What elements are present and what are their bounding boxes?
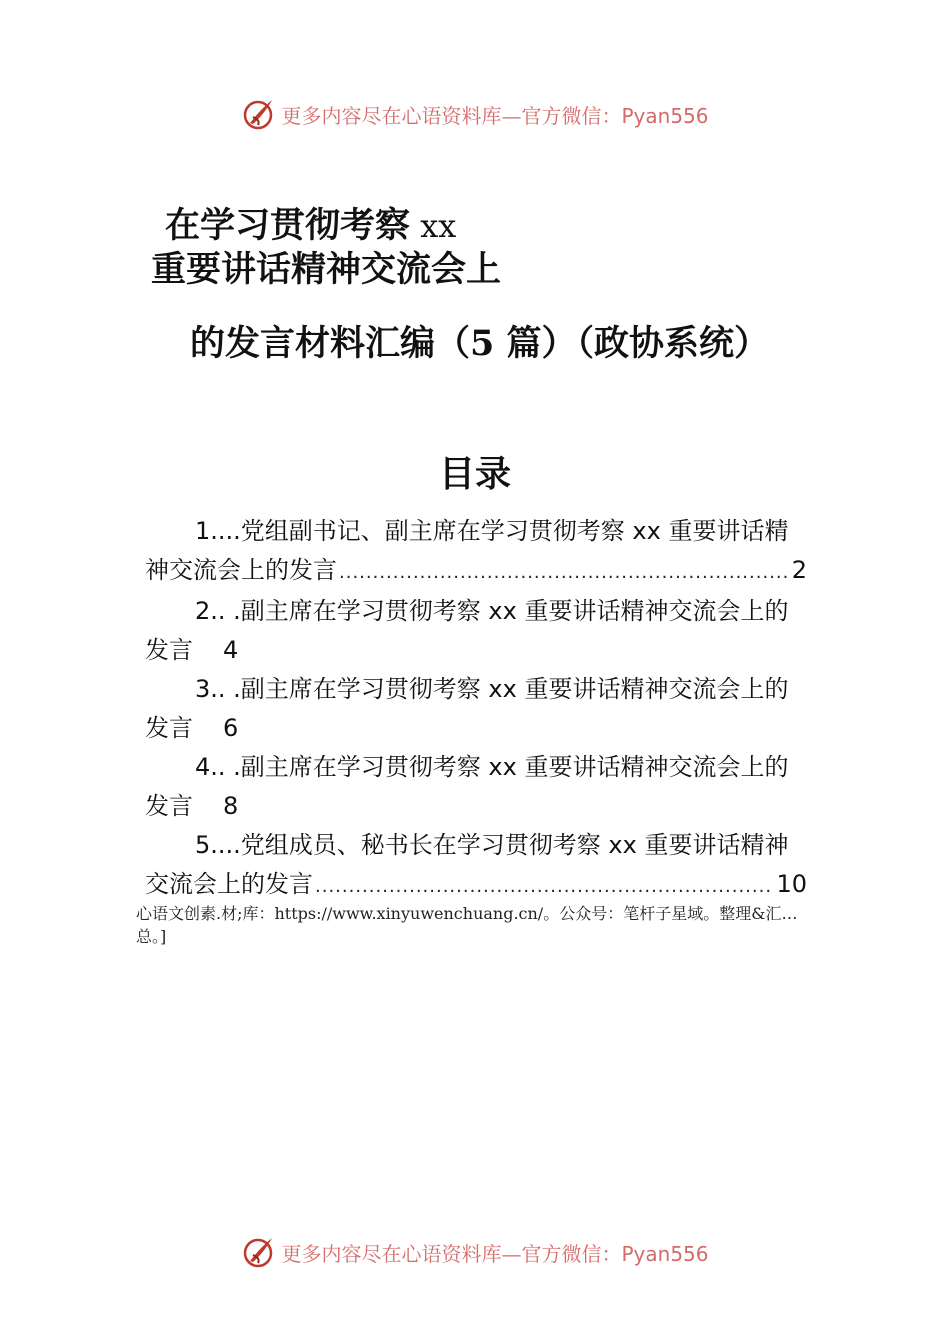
footnote-line-1: 心语文创素.材;库：https://www.xinyuwenchuang.cn/。公众号：笔杆子星域。整理&汇… (136, 904, 798, 923)
toc-item-text: 3.. .副主席在学习贯彻考察 xx 重要讲话精神交流会上的 (195, 675, 789, 703)
toc-item-1[interactable] (145, 512, 807, 592)
table-of-contents (145, 512, 807, 906)
banner-text: 更多内容尽在心语资料库—官方微信：Pyan556 (281, 103, 709, 128)
toc-item-text-cont: 神交流会上的发言 (145, 556, 337, 584)
toc-page-number: 4 (223, 636, 239, 664)
doc-title-line-3: 的发言材料汇编（5 篇）（政协系统） (190, 323, 770, 364)
toc-item-text-cont: 发言 (145, 636, 193, 664)
toc-item-text-cont: 发言 (145, 792, 193, 820)
footnote-line-2: 总。] (136, 927, 167, 946)
toc-item-5[interactable] (145, 826, 807, 906)
doc-title-line-2: 重要讲话精神交流会上 (151, 249, 502, 290)
toc-item-text: 2.. .副主席在学习贯彻考察 xx 重要讲话精神交流会上的 (195, 597, 789, 625)
toc-item-text-cont: 交流会上的发言 (145, 870, 313, 898)
quill-logo-icon (241, 97, 275, 131)
toc-item-text: 1....党组副书记、副主席在学习贯彻考察 xx 重要讲话精 (195, 517, 789, 545)
dot-leader (315, 867, 774, 906)
banner-text: 更多内容尽在心语资料库—官方微信：Pyan556 (281, 1241, 709, 1266)
toc-item-2[interactable] (145, 592, 807, 670)
quill-logo-icon (241, 1235, 275, 1269)
toc-page-number: 6 (223, 714, 239, 742)
footer-banner (0, 1232, 950, 1272)
doc-title-line-1: 在学习贯彻考察 xx (165, 205, 457, 246)
toc-page-number: 2 (791, 556, 807, 584)
toc-item-text: 5....党组成员、秘书长在学习贯彻考察 xx 重要讲话精神 (195, 831, 789, 859)
toc-item-4[interactable] (145, 748, 807, 826)
source-footnote (136, 902, 836, 948)
toc-item-3[interactable] (145, 670, 807, 748)
toc-item-text-cont: 发言 (145, 714, 193, 742)
toc-page-number: 8 (223, 792, 239, 820)
toc-heading: 目录 (438, 453, 511, 495)
header-banner (0, 94, 950, 134)
dot-leader (339, 553, 790, 592)
toc-page-number: 10 (776, 870, 807, 898)
toc-item-text: 4.. .副主席在学习贯彻考察 xx 重要讲话精神交流会上的 (195, 753, 789, 781)
